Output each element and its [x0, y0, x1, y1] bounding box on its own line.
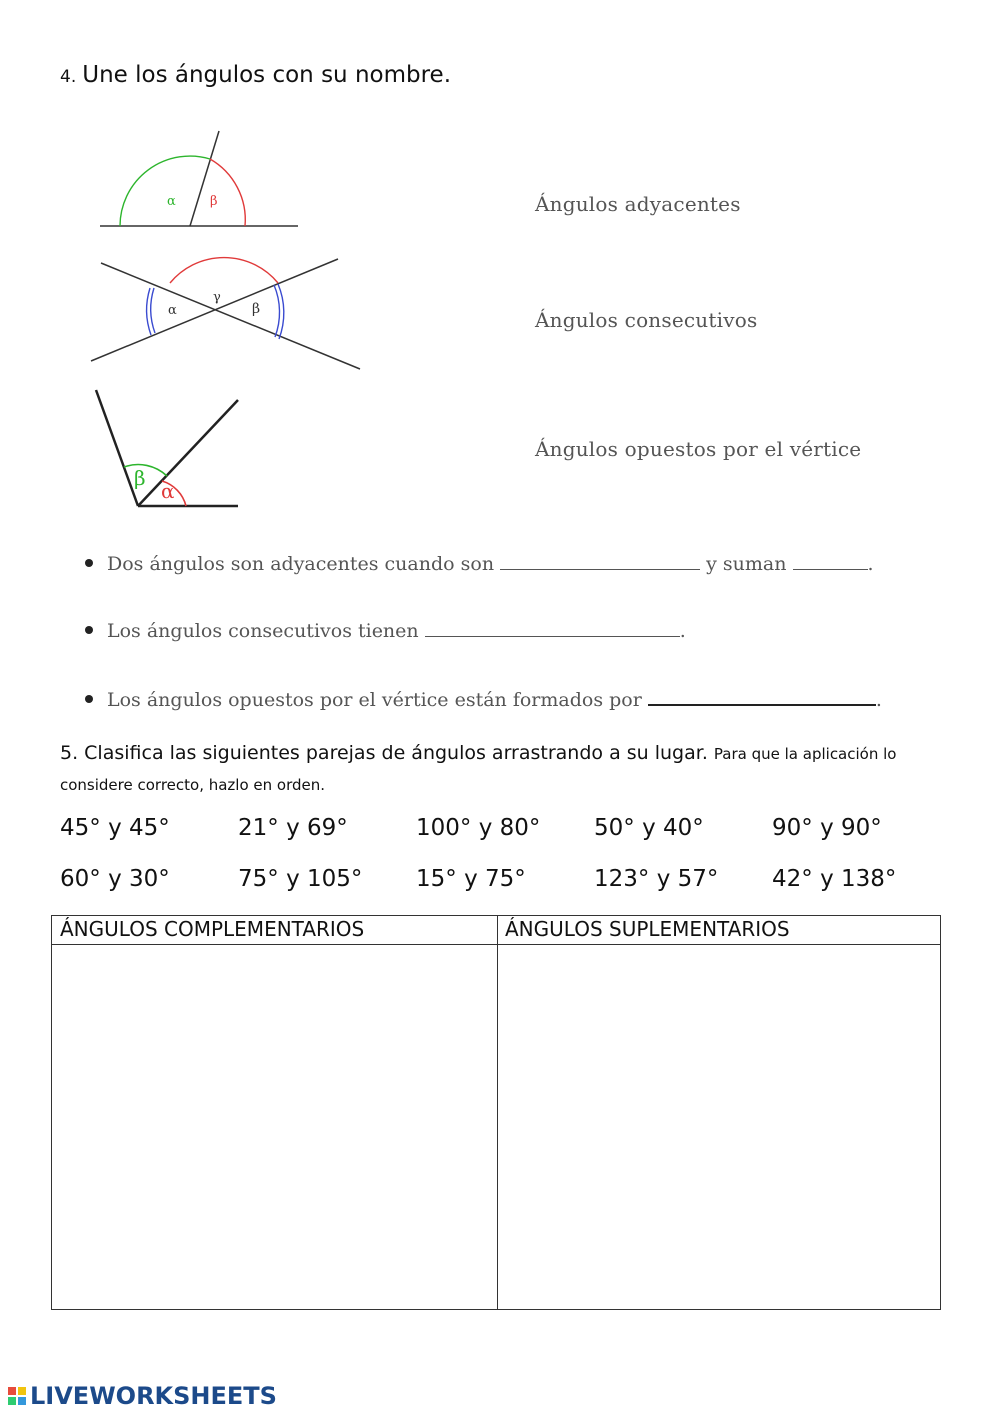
angle-pair[interactable]: 50° y 40°	[594, 815, 704, 841]
blank-adjacent-definition[interactable]	[500, 551, 700, 570]
bullet-dot	[85, 559, 93, 567]
question-4-title	[60, 62, 451, 88]
name-vertical[interactable]: Ángulos opuestos por el vértice	[535, 437, 862, 461]
bullet-end: .	[679, 620, 686, 642]
bullet-end: .	[867, 553, 874, 575]
angle-pair[interactable]: 123° y 57°	[594, 866, 719, 892]
liveworksheets-logo	[8, 1382, 277, 1410]
figure-vertical-angles	[88, 255, 363, 375]
alpha-label: α	[161, 479, 175, 503]
blank-consecutive[interactable]	[425, 618, 680, 637]
angle-pair[interactable]: 45° y 45°	[60, 815, 170, 841]
blank-adjacent-sum[interactable]	[793, 551, 868, 570]
complementary-drop-zone[interactable]	[52, 945, 497, 1309]
angle-pair[interactable]: 60° y 30°	[60, 866, 170, 892]
angle-pair[interactable]: 15° y 75°	[416, 866, 526, 892]
question-5-text: 5. Clasifica las siguientes parejas de ángulos arrastrando a su lugar.	[60, 742, 708, 764]
complementary-column	[52, 916, 498, 1309]
angle-pair[interactable]: 90° y 90°	[772, 815, 882, 841]
blank-vertical[interactable]	[648, 686, 876, 706]
bullet-text: Los ángulos opuestos por el vértice están formados por	[107, 689, 642, 711]
bullet-consecutive	[85, 618, 686, 642]
angle-pair[interactable]: 42° y 138°	[772, 866, 897, 892]
figure-adjacent-angles	[95, 125, 305, 235]
angle-pair[interactable]: 100° y 80°	[416, 815, 541, 841]
bullet-dot	[85, 626, 93, 634]
question-5-title	[60, 738, 940, 800]
classification-table	[51, 915, 941, 1310]
beta-arc	[210, 159, 245, 226]
gamma-label: γ	[213, 290, 221, 305]
beta-label: β	[134, 466, 146, 490]
name-consecutive[interactable]: Ángulos consecutivos	[535, 308, 758, 332]
gamma-arc	[170, 258, 278, 283]
bullet-text: Dos ángulos son adyacentes cuando son	[107, 553, 495, 575]
beta-arc-outer	[274, 285, 280, 337]
alpha-label: α	[168, 303, 177, 318]
alpha-arc-outer	[151, 288, 155, 333]
question-4-number: 4.	[60, 67, 77, 87]
bullet-end: .	[875, 689, 882, 711]
supplementary-drop-zone[interactable]	[497, 945, 940, 1309]
question-4-text: Une los ángulos con su nombre.	[82, 62, 452, 88]
supplementary-column	[497, 916, 940, 1309]
angle-pair[interactable]: 75° y 105°	[238, 866, 363, 892]
beta-label: β	[252, 301, 261, 317]
complementary-header: ÁNGULOS COMPLEMENTARIOS	[52, 916, 497, 945]
beta-arc-inner	[278, 284, 284, 339]
bullet-vertical	[85, 686, 882, 711]
bullet-adjacent	[85, 551, 874, 575]
alpha-arc	[120, 156, 210, 226]
supplementary-header: ÁNGULOS SUPLEMENTARIOS	[497, 916, 940, 945]
beta-label: β	[210, 194, 218, 209]
bullet-text: y suman	[706, 553, 787, 575]
question-5-note: Para que la aplicación lo considere correcto, hazlo en orden.	[60, 745, 897, 794]
figure-consecutive-angles	[88, 385, 248, 515]
name-adjacent[interactable]: Ángulos adyacentes	[535, 192, 741, 216]
angle-pair[interactable]: 21° y 69°	[238, 815, 348, 841]
bullet-text: Los ángulos consecutivos tienen	[107, 620, 419, 642]
logo-text: LIVEWORKSHEETS	[30, 1382, 277, 1410]
alpha-label: α	[167, 194, 176, 209]
bullet-dot	[85, 695, 93, 703]
logo-blocks-icon	[8, 1387, 26, 1405]
